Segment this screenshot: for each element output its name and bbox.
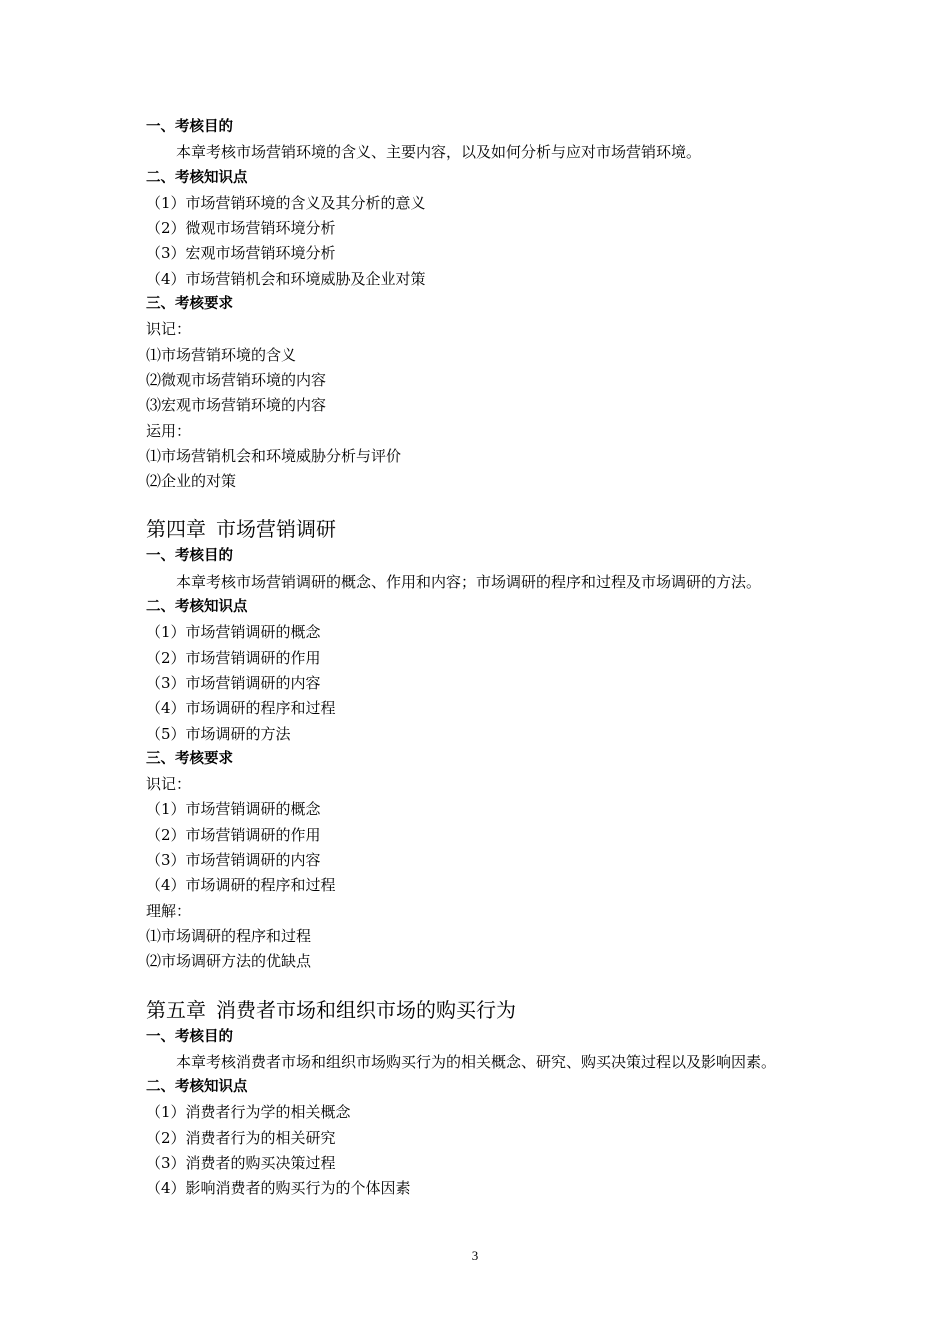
chapter-number: 第四章 [146,517,206,542]
heading-knowledge-points: 二、考核知识点 [146,169,248,186]
heading-requirements: 三、考核要求 [146,296,233,313]
knowledge-point: （2）市场营销调研的作用 [146,648,321,667]
heading-knowledge-points: 二、考核知识点 [146,599,248,616]
apply-item: ⑴市场营销机会和环境威胁分析与评价 [146,446,402,465]
chapter-5-title [146,995,846,1025]
page-content [146,115,846,1202]
recall-item: （4）市场调研的程序和过程 [146,876,336,895]
recall-item: ⑶宏观市场营销环境的内容 [146,396,327,415]
chapter-4-title [146,514,846,544]
chapter-name: 市场营销调研 [216,517,336,542]
goal-paragraph: 本章考核消费者市场和组织市场购买行为的相关概念、研究、购买决策过程以及影响因素。 [176,1052,777,1071]
knowledge-point: （2）微观市场营销环境分析 [146,219,336,238]
chapter-number: 第五章 [146,997,206,1022]
apply-label: 运用： [146,421,192,440]
knowledge-point: （4）市场营销机会和环境威胁及企业对策 [146,269,426,288]
knowledge-point: （2）消费者行为的相关研究 [146,1128,336,1147]
heading-requirements: 三、考核要求 [146,750,233,767]
knowledge-point: （3）宏观市场营销环境分析 [146,244,336,263]
knowledge-point: （5）市场调研的方法 [146,724,291,743]
chapter-name: 消费者市场和组织市场的购买行为 [216,997,516,1022]
heading-goal: 一、考核目的 [146,119,233,135]
knowledge-point: （4）市场调研的程序和过程 [146,699,336,718]
heading-knowledge-points: 二、考核知识点 [146,1079,248,1096]
heading-goal: 一、考核目的 [146,548,233,565]
recall-label: 识记： [146,775,192,794]
recall-item: ⑵微观市场营销环境的内容 [146,370,327,389]
goal-paragraph: 本章考核市场营销环境的含义、主要内容，以及如何分析与应对市场营销环境。 [176,143,702,162]
apply-item: ⑵企业的对策 [146,472,237,491]
knowledge-point: （1）消费者行为学的相关概念 [146,1103,351,1122]
understand-item: ⑴市场调研的程序和过程 [146,926,312,945]
knowledge-point: （1）市场营销环境的含义及其分析的意义 [146,193,426,212]
knowledge-point: （3）消费者的购买决策过程 [146,1153,336,1172]
recall-item: （3）市场营销调研的内容 [146,851,321,870]
knowledge-point: （1）市场营销调研的概念 [146,623,321,642]
recall-item: ⑴市场营销环境的含义 [146,345,297,364]
understand-item: ⑵市场调研方法的优缺点 [146,952,312,971]
knowledge-point: （4）影响消费者的购买行为的个体因素 [146,1179,411,1198]
goal-paragraph: 本章考核市场营销调研的概念、作用和内容；市场调研的程序和过程及市场调研的方法。 [176,572,762,591]
recall-item: （2）市场营销调研的作用 [146,825,321,844]
knowledge-point: （3）市场营销调研的内容 [146,673,321,692]
heading-goal: 一、考核目的 [146,1028,233,1045]
understand-label: 理解： [146,901,192,920]
recall-label: 识记： [146,320,192,339]
page-number: 3 [471,1248,479,1263]
recall-item: （1）市场营销调研的概念 [146,800,321,819]
